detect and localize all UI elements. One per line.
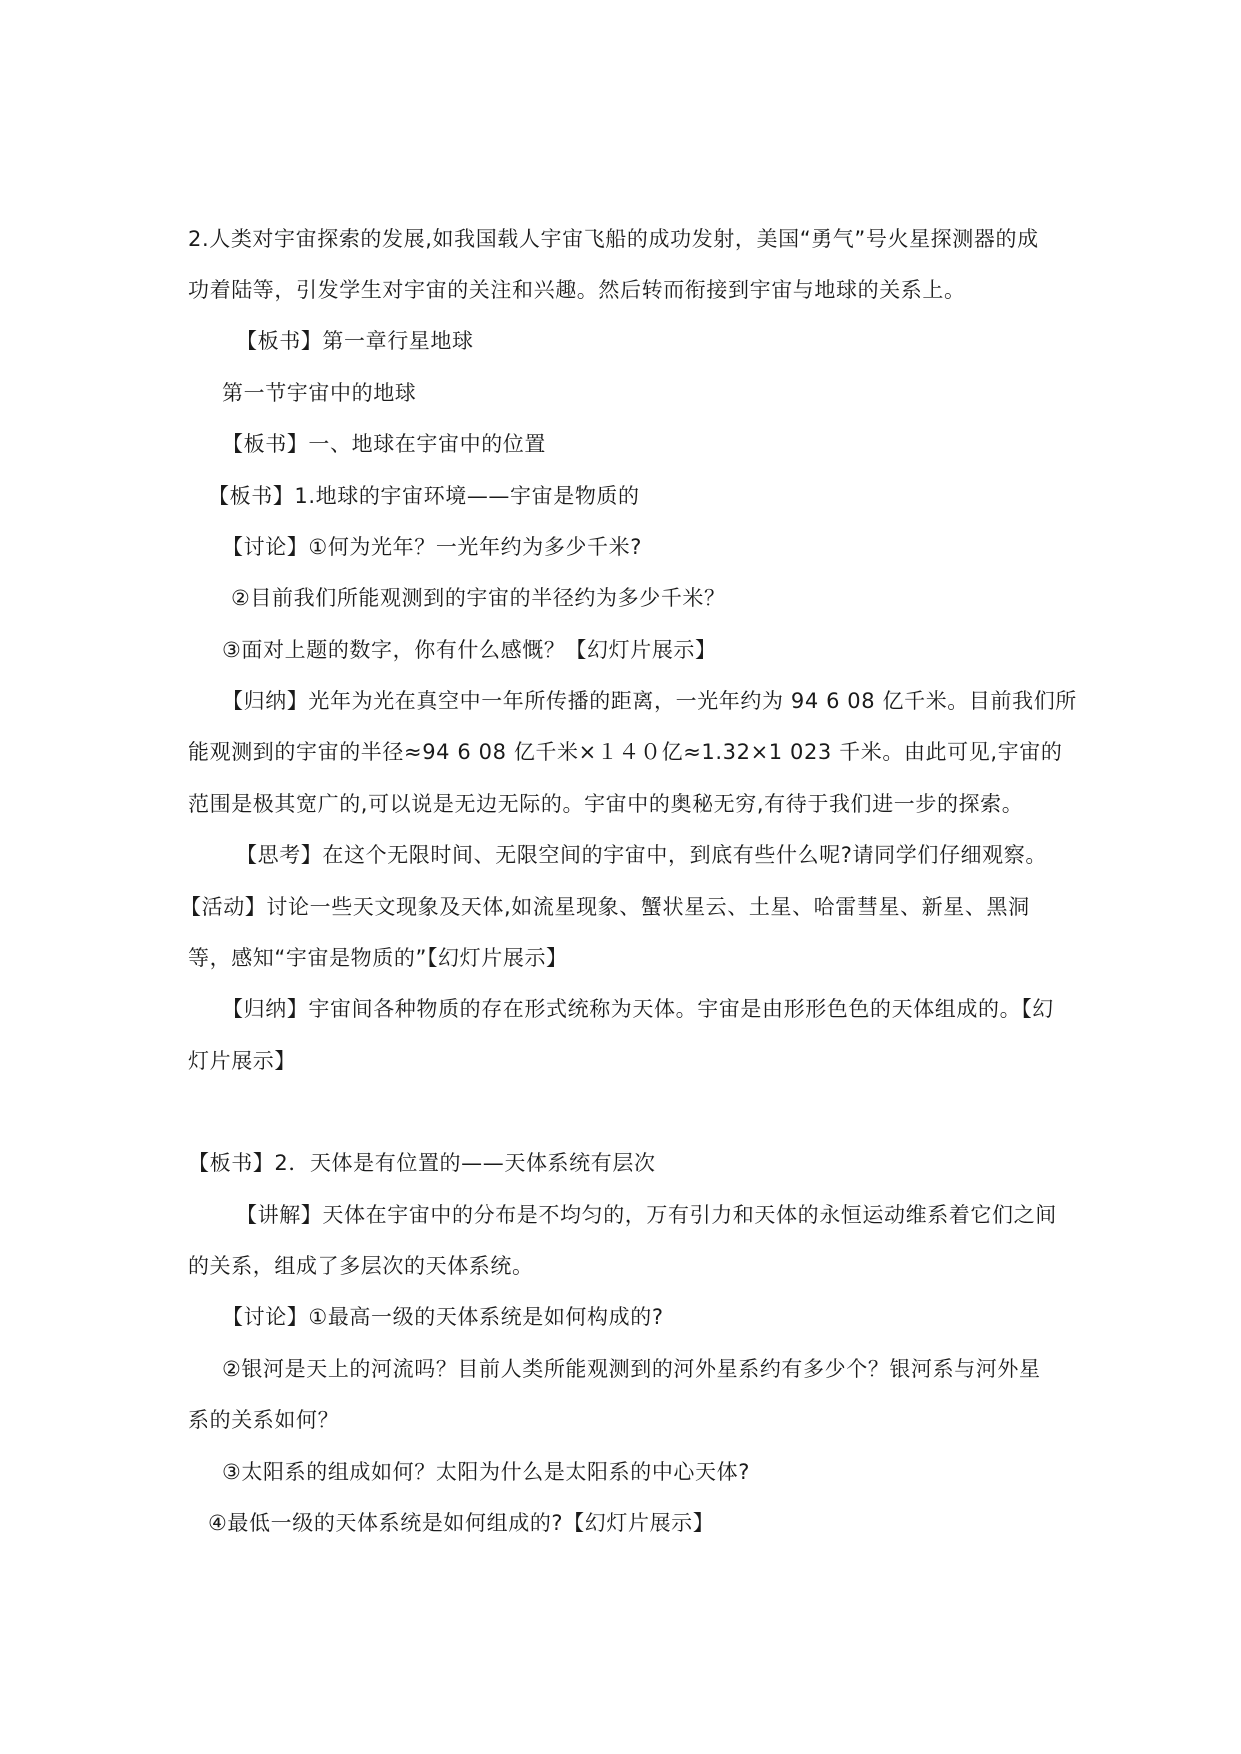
text-line: 范围是极其宽广的,可以说是无边无际的。宇宙中的奥秘无穷,有待于我们进一步的探索。 — [188, 792, 1024, 816]
text-line: ③太阳系的组成如何？太阳为什么是太阳系的中心天体? — [222, 1460, 750, 1484]
text-line: 【活动】讨论一些天文现象及天体,如流星现象、蟹状星云、土星、哈雷彗星、新星、黑洞 — [180, 895, 1030, 919]
text-line: ④最低一级的天体系统是如何组成的?【幻灯片展示】 — [208, 1511, 715, 1535]
text-line: 灯片展示】 — [188, 1049, 296, 1073]
text-line: 【思考】在这个无限时间、无限空间的宇宙中，到底有些什么呢?请同学们仔细观察。 — [236, 843, 1047, 867]
text-line: 2.人类对宇宙探索的发展,如我国载人宇宙飞船的成功发射，美国“勇气”号火星探测器的成 — [188, 227, 1039, 251]
text-line: ③面对上题的数字，你有什么感慨？【幻灯片展示】 — [222, 638, 717, 662]
text-line: ②目前我们所能观测到的宇宙的半径约为多少千米？ — [231, 586, 726, 610]
text-line: 【讨论】①最高一级的天体系统是如何构成的? — [222, 1305, 664, 1329]
text-line: 【归纳】宇宙间各种物质的存在形式统称为天体。宇宙是由形形色色的天体组成的。【幻 — [222, 997, 1054, 1021]
text-line: 第一节宇宙中的地球 — [222, 381, 417, 405]
text-line: 功着陆等，引发学生对宇宙的关注和兴趣。然后转而衔接到宇宙与地球的关系上。 — [188, 278, 966, 302]
text-line: 【归纳】光年为光在真空中一年所传播的距离，一光年约为 94 6 08 亿千米。目前我们所 — [222, 689, 1077, 713]
text-line: 【讨论】①何为光年？一光年约为多少千米? — [222, 535, 642, 559]
text-line: 【板书】1.地球的宇宙环境——宇宙是物质的 — [208, 484, 640, 508]
text-line: 等，感知“宇宙是物质的”【幻灯片展示】 — [188, 946, 568, 970]
text-line: ②银河是天上的河流吗？目前人类所能观测到的河外星系约有多少个？银河系与河外星 — [222, 1357, 1041, 1381]
text-line: 【板书】一、地球在宇宙中的位置 — [222, 432, 546, 456]
text-line: 【板书】2．天体是有位置的——天体系统有层次 — [188, 1151, 656, 1175]
text-line: 的关系，组成了多层次的天体系统。 — [188, 1254, 534, 1278]
text-line: 系的关系如何？ — [188, 1408, 340, 1432]
text-line: 【板书】第一章行星地球 — [236, 329, 474, 353]
text-line: 【讲解】天体在宇宙中的分布是不均匀的，万有引力和天体的永恒运动维系着它们之间 — [236, 1203, 1057, 1227]
text-line: 能观测到的宇宙的半径≈94 6 08 亿千米×１４０亿≈1.32×1 023 千米。由此可见,宇宙的 — [188, 740, 1063, 764]
